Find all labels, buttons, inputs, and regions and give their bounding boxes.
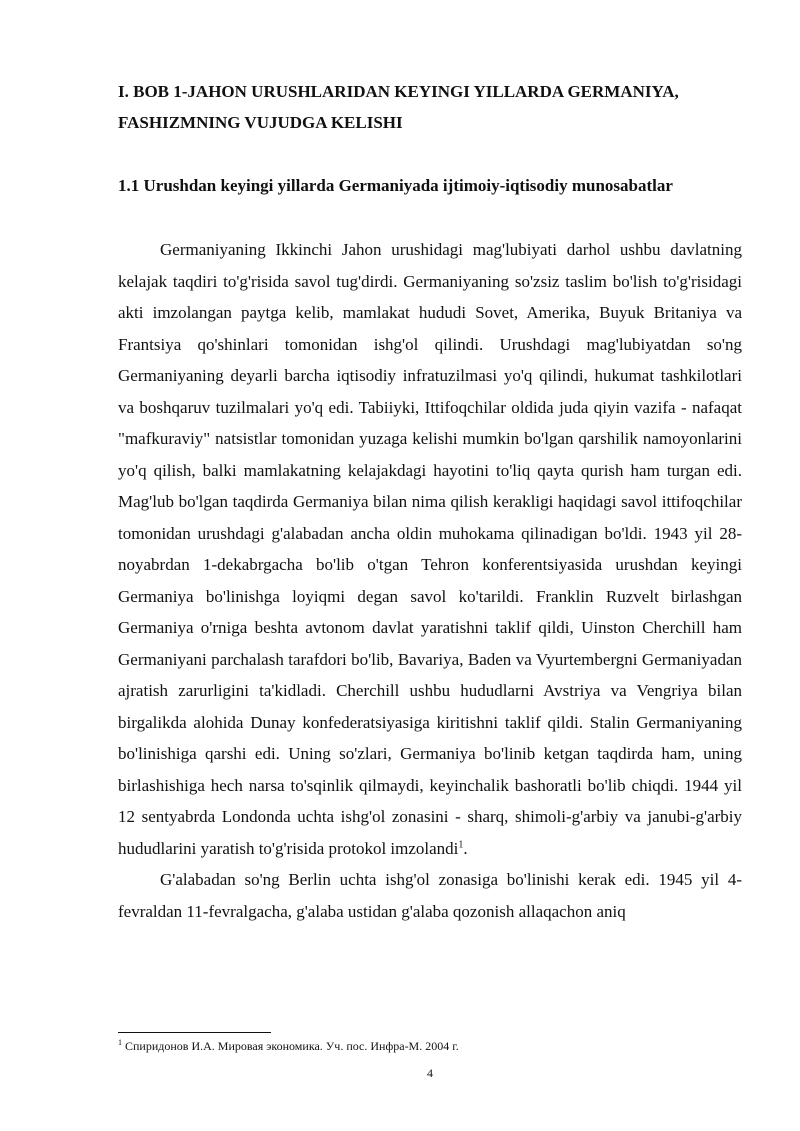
paragraph-2: G'alabadan so'ng Berlin uchta ishg'ol zonasiga bo'linishi kerak edi. 1945 yil 4-fevraldan 11-fevralgacha, g'alaba ustidan g'alaba qozonish allaqachon aniq bbox=[118, 870, 742, 921]
footnote-number: 1 bbox=[118, 1038, 122, 1047]
footnote-separator bbox=[118, 1032, 271, 1033]
footnote bbox=[118, 1038, 758, 1054]
paragraph-1-end: . bbox=[463, 838, 468, 858]
chapter-title bbox=[118, 76, 758, 138]
chapter-title-line-2: FASHIZMNING VUJUDGA KELISHI bbox=[118, 113, 403, 132]
footnote-text: Спиридонов И.А. Мировая экономика. Уч. пос. Инфра-М. 2004 г. bbox=[122, 1039, 459, 1053]
paragraph-1-text: Germaniyaning Ikkinchi Jahon urushidagi mag'lubiyati darhol ushbu davlatning kelajak taqdiri to'g'risida savol tug'dirdi. Germaniyaning so'zsiz taslim bo'lish to'g'risidagi akti imzolangan paytga kelib, mamlakat hududi Sovet, Amerika, Buyuk Britaniya va Frantsiya qo'shinlari tomonidan ishg'ol qilindi. Urushdagi mag'lubiyatdan so'ng Germaniyaning deyarli barcha iqtisodiy infratuzilmasi yo'q qilindi, hukumat tashkilotlari va boshqaruv tuzilmalari yo'q edi. Tabiiyki, Ittifoqchilar oldida juda qiyin vazifa - nafaqat "mafkuraviy" natsistlar tomonidan yuzaga kelishi mumkin bo'lgan qarshilik namoyonlarini yo'q qilish, balki mamlakatning kelajakdagi hayotini to'liq qayta qurish ham turgan edi. Mag'lub bo'lgan taqdirda Germaniya bilan nima qilish kerakligi haqidagi savol ittifoqchilar tomonidan urushdagi g'alabadan ancha oldin muhokama qilinadigan bo'ldi. 1943 yil 28-noyabrdan 1-dekabrgacha bo'lib o'tgan Tehron konferentsiyasida urushdan keyingi Germaniya bo'linishga loyiqmi degan savol ko'tarildi. Franklin Ruzvelt birlashgan Germaniya o'rniga beshta avtonom davlat yaratishni taklif qildi, Uinston Cherchill ham Germaniyani parchalash tarafdori bo'lib, Bavariya, Baden va Vyurtembergni Germaniyadan ajratish zarurligini ta'kidladi. Cherchill ushbu hududlarni Avstriya va Vengriya bilan birgalikda alohida Dunay konfederatsiyasiga kiritishni taklif qildi. Stalin Germaniyaning bo'linishiga qarshi edi. Uning so'zlari, Germaniya bo'linib ketgan taqdirda ham, uning birlashishiga hech narsa to'sqinlik qilmaydi, keyinchalik bashoratli bo'lib chiqdi. 1944 yil 12 sentyabrda Londonda uchta ishg'ol zonasini - sharq, shimoli-g'arbiy va janubi-g'arbiy hududlarini yaratish to'g'risida protokol imzolandi bbox=[118, 240, 742, 858]
footnote-reference[interactable]: 1 bbox=[458, 838, 464, 850]
chapter-title-line-1: I. BOB 1-JAHON URUSHLARIDAN KEYINGI YILLARDA GERMANIYA, bbox=[118, 82, 679, 101]
page-number: 4 bbox=[427, 1066, 433, 1080]
section-title: 1.1 Urushdan keyingi yillarda Germaniyada ijtimoiy-iqtisodiy munosabatlar bbox=[118, 176, 673, 195]
paragraph-1 bbox=[118, 234, 742, 864]
body-text bbox=[118, 234, 742, 927]
